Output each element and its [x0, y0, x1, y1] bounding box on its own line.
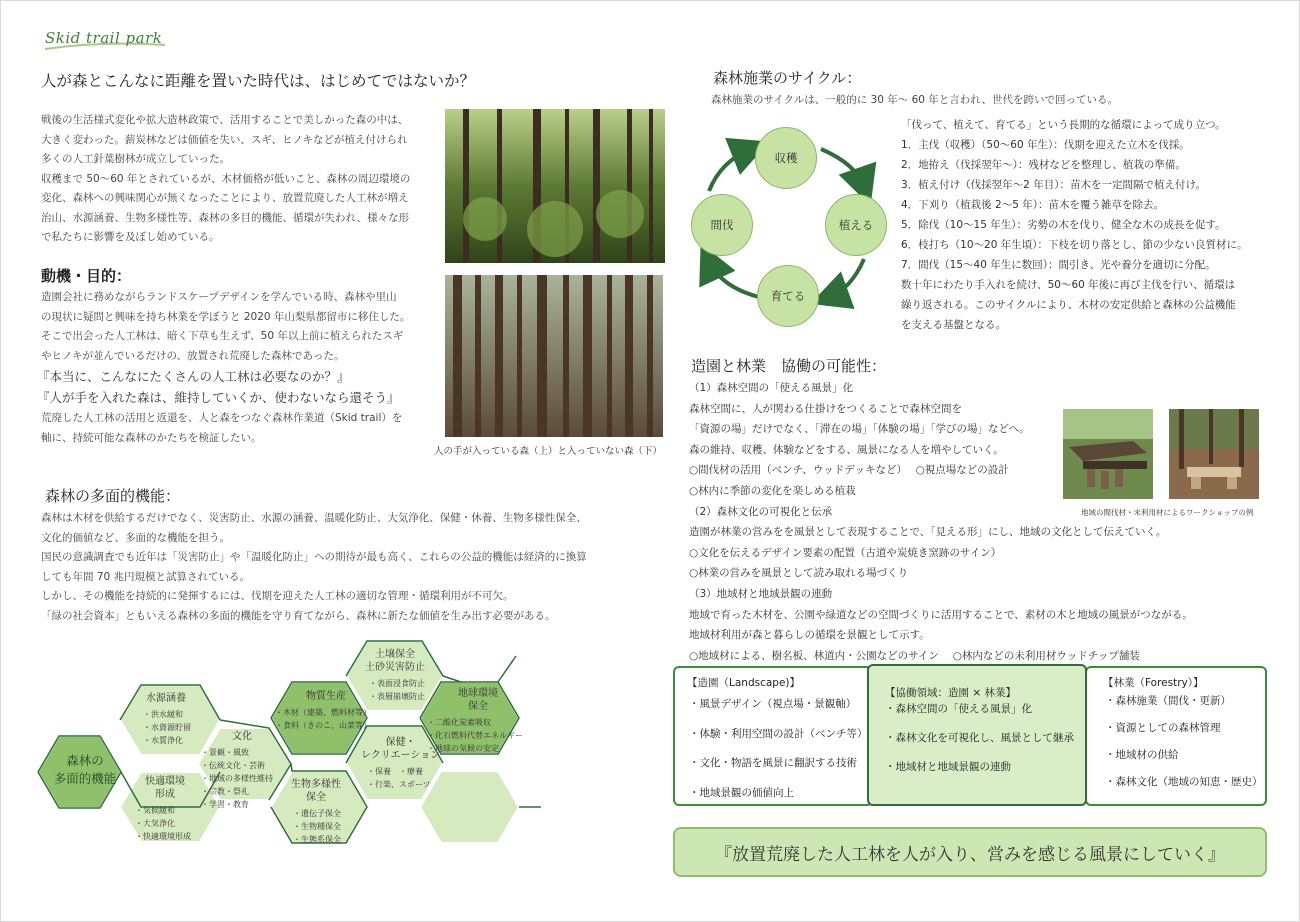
collab-item: ・森林空間の「使える風景」化 — [885, 703, 1032, 715]
hex-water-text — [141, 692, 191, 747]
forestry-item: ・地域材の供給 — [1105, 749, 1179, 761]
hex-culture-item: ・伝統文化・芸術 — [201, 761, 265, 770]
collab-title: 造園と林業 協働の可能性： — [691, 357, 887, 375]
hex-soil-text — [365, 648, 425, 703]
hex-climate-item: ・化石燃料代替エネルギー — [427, 731, 523, 740]
workshop-caption: 地域の間伐材・未利用材によるワークショップの例 — [1081, 508, 1254, 517]
forestry-box-title: 【林業（Forestry）】 — [1103, 677, 1204, 689]
hex-health-title: 保健・ レクリエーション — [361, 737, 441, 761]
collab-line: （2）森林文化の可視化と伝承 — [689, 505, 833, 518]
intro-line: 収穫まで 50〜60 年とされているが、木材価格が低いこと、森林の周辺環境の — [41, 172, 411, 185]
collab-line: 地域材利用が森と暮らしの循環を景観として示す。 — [689, 629, 930, 642]
collab-line: 森の維持、収穫、体験などをする、風景になる人を増やしていく。 — [689, 443, 1004, 456]
logo: Skid trail park — [45, 29, 163, 47]
motive-closing-line: 軸に、持続可能な森林のかたちを検証したい。 — [41, 431, 262, 444]
hex-climate-title: 地球環境 保全 — [458, 688, 498, 712]
forestry-item: ・森林文化（地域の知恵・歴史） — [1105, 776, 1263, 788]
collab-box-items — [885, 695, 1074, 782]
hex-material-item: ・木材（建築、燃料材等） — [275, 708, 371, 717]
forestry-item: ・資源としての森林管理 — [1105, 722, 1221, 734]
motive-line: やヒノキが並んでいるだけの、放置され荒廃した森林であった。 — [41, 349, 345, 362]
hex-culture-title: 文化 — [232, 731, 252, 742]
cycle-step: を支える基盤となる。 — [901, 319, 1006, 331]
collab-line: ○林内に季節の変化を楽しめる植栽 — [689, 484, 856, 497]
forest-photo-managed — [445, 109, 665, 263]
workshop-photo-bench — [1169, 409, 1259, 499]
cycle-step: 7．間伐（15〜40 年生に数回）：間引き、光や養分を適切に分配。 — [901, 259, 1216, 271]
hex-climate-text — [427, 687, 523, 755]
hex-water-item: ・洪水緩和 — [143, 710, 183, 719]
landscape-item: ・地域景観の価値向上 — [689, 786, 794, 799]
hex-comfort-title: 快適環境 形成 — [145, 776, 185, 800]
collab-line: 造園が林業の営みをを風景として表現することで、「見える形」にし、地域の文化として伝えていく。 — [689, 526, 1167, 539]
collab-box-title: 【協働領域：造園 × 林業】 — [885, 687, 1016, 699]
hex-culture-item: ・宗教・祭礼 — [201, 787, 249, 796]
hex-biodiversity-item: ・生態系保全 — [293, 835, 341, 844]
functions-line: 森林は木材を供給するだけでなく、災害防止、水源の涵養、温暖化防止、大気浄化、保健・休養、生物多様性保全、 — [41, 512, 587, 524]
functions-title: 森林の多面的機能： — [45, 487, 181, 505]
hex-biodiversity-text — [291, 778, 341, 846]
motive-line: そこで出会った人工林は、暗く下草も生えず、50 年以上前に植えられたスギ — [41, 330, 404, 342]
functions-line: 文化的価値など、多面的な機能を担う。 — [41, 531, 230, 544]
landscape-box — [673, 666, 873, 806]
hex-soil-title: 土壌保全 土砂災害防止 — [365, 649, 425, 673]
cycle-step: 6．枝打ち（10〜20 年生頃）：下枝を切り落とし、節の少ない良質材に。 — [901, 239, 1248, 251]
collab-box — [867, 664, 1087, 806]
forestry-box-items — [1105, 688, 1263, 796]
hex-comfort-item: ・快適環境形成 — [135, 832, 191, 841]
cycle-node-thinning: 間伐 — [691, 194, 753, 256]
functions-line: 国民の意識調査でも近年は「災害防止」や「温暖化防止」への期待が最も高く、これらの公益的機能は経済的に換算 — [41, 551, 587, 563]
intro-line: 大きく変わった。薪炭林などは価値を失い、スギ、ヒノキなどが植え付けられ — [41, 133, 408, 146]
collab-item: ・地域材と地域景観の連動 — [885, 761, 1011, 773]
hex-center-title: 森林の 多面的機能 — [53, 753, 117, 786]
cycle-title: 森林施業のサイクル： — [713, 69, 862, 87]
hex-biodiversity-item: ・遺伝子保全 — [293, 809, 341, 818]
hex-climate-item: ・二酸化炭素吸収 — [427, 718, 491, 727]
motive-closing-line: 荒廃した人工林の活用と返還を、人と森をつなぐ森林作業道（Skid trail）を — [41, 412, 403, 424]
motive-closing — [41, 409, 402, 448]
hex-health-item: ・行楽、スポーツ — [367, 780, 431, 789]
cycle-step: 3．植え付け（伐採翌年〜2 年目）：苗木を一定間隔で植え付け。 — [901, 179, 1207, 191]
collab-line: ○林業の営みを風景として読み取れる場づくり — [689, 567, 909, 580]
cycle-subtitle: 森林施業のサイクルは、一般的に 30 年〜 60 年と言われ、世代を跨いで回っている。 — [711, 94, 1118, 106]
intro-line: 変化、森林への興味関心が無くなったことにより、放置荒廃した人工林が増え — [41, 192, 409, 204]
forestry-item: ・森林施業（間伐・更新） — [1105, 695, 1231, 707]
motive-quote: 『本当に、こんなにたくさんの人工林は必要なのか？』 — [37, 369, 350, 384]
cycle-steps — [901, 115, 1248, 335]
cycle-step: 1．主伐（収穫）（50〜60 年生）：伐期を迎えた立木を伐採。 — [901, 139, 1190, 151]
landscape-item: ・風景デザイン（視点場・景観軸） — [689, 698, 857, 710]
functions-line: しかし、その機能を持続的に発揮するには、伐期を迎えた人工林の適切な管理・循環利用が不可欠。 — [41, 590, 514, 602]
hex-material-item: ・食料（きのこ、山菜等） — [275, 721, 371, 730]
intro-line: 戦後の生活様式変化や拡大造林政策で、活用することで美しかった森の中は、 — [41, 114, 409, 126]
collab-line: 森林空間に、人が関わる仕掛けをつくることで森林空間を — [689, 402, 962, 415]
landscape-box-title: 【造園（Landscape)】 — [687, 677, 801, 689]
cycle-node-grow: 育てる — [757, 265, 819, 327]
hex-comfort-text — [135, 775, 191, 843]
motive-quote: 『人が手を入れた森は、維持していくか、使わないなら還そう』 — [37, 390, 400, 405]
cycle-step: 数十年にわたり手入れを続け、50〜60 年後に再び主伐を行い、循環は — [901, 279, 1236, 291]
hex-comfort-item: ・大気浄化 — [135, 819, 175, 828]
collab-item: ・森林文化を可視化し、風景として継承 — [885, 732, 1074, 744]
hex-culture-item: ・学習・教育 — [201, 800, 249, 809]
workshop-photo-deck — [1063, 409, 1153, 499]
cycle-node-harvest: 収穫 — [755, 127, 817, 189]
hex-water-title: 水源涵養 — [146, 693, 186, 704]
hex-culture-item: ・地域の多様性維持 — [201, 774, 273, 783]
cycle-step: 4．下刈り（植栽後 2〜5 年）：苗木を覆う雑草を除去。 — [901, 199, 1164, 211]
photo-caption: 人の手が入っている森（上）と入っていない森（下） — [434, 446, 663, 457]
landscape-item: ・文化・物語を風景に翻訳する技術 — [689, 757, 857, 769]
motive-quotes — [37, 366, 400, 408]
landscape-item: ・体験・利用空間の設計（ベンチ等） — [689, 727, 868, 740]
cycle-step: 2．地拵え（伐採翌年〜）：残材などを整理し、植栽の準備。 — [901, 159, 1186, 171]
motive-line: 造園会社に務めながらランドスケープデザインを学んでいる時、森林や里山 — [41, 291, 397, 303]
intro-line: 多くの人工針葉樹林が成立していった。 — [41, 153, 230, 165]
hex-material-title: 物質生産 — [306, 691, 346, 702]
landscape-box-items — [689, 690, 868, 808]
hex-biodiversity-title: 生物多様性 保全 — [291, 779, 341, 803]
hex-material-text — [275, 690, 371, 732]
hex-culture-text — [201, 730, 273, 811]
functions-text — [41, 509, 587, 626]
cycle-step: 5．除伐（10〜15 年生）：劣勢の木を伐り、健全な木の成長を促す。 — [901, 219, 1226, 231]
hex-water-item: ・水資源貯留 — [143, 723, 191, 732]
hex-water-item: ・水質浄化 — [143, 736, 183, 745]
hex-soil-item: ・表層崩壊防止 — [369, 692, 425, 701]
hex-biodiversity-item: ・生物種保全 — [293, 822, 341, 831]
forestry-box — [1085, 666, 1267, 806]
functions-line: 「緑の社会資本」ともいえる森林の多面的機能を守り育てながら、森林に新たな価値を生み出す必要がある。 — [41, 609, 556, 622]
collab-line: ○文化を伝えるデザイン要素の配置（古道や炭焼き窯跡のサイン） — [689, 546, 1002, 559]
hex-culture-item: ・景観・風致 — [201, 748, 249, 757]
collab-line: 「資源の場」だけでなく、「滞在の場」「体験の場」「学びの場」などへ。 — [689, 423, 1030, 436]
collab-line: ○間伐材の活用（ベンチ、ウッドデッキなど） ○視点場などの設計 — [689, 464, 1009, 477]
hex-climate-item: ・地球の気候の安定 — [427, 744, 499, 753]
intro-text — [41, 111, 410, 248]
forest-photo-unmanaged — [445, 275, 663, 437]
motive-title: 動機・目的： — [41, 267, 132, 285]
hex-health-item: ・保養 ・療養 — [367, 767, 423, 776]
intro-line: で私たちに影響を及ぼし始めている。 — [41, 231, 220, 243]
motive-line: の現状に疑問と興味を持ち林業を学ぼうと 2020 年山梨県都留市に移住した。 — [41, 310, 411, 323]
collab-line: （3）地域材と地域景観の連動 — [689, 587, 833, 600]
motive-text — [41, 288, 410, 366]
collab-line: ○地域材による、樹名板、林道内・公園などのサイン ○林内などの未利用材ウッドチップ舗装 — [689, 649, 1140, 662]
intro-title: 人が森とこんなに距離を置いた時代は、はじめてではないか？ — [41, 72, 476, 90]
cycle-node-plant: 植える — [825, 194, 887, 256]
hex-comfort-item: ・気候緩和 — [135, 806, 175, 815]
functions-line: しても年間 70 兆円規模と試算されている。 — [41, 570, 251, 583]
cycle-step: 繰り返される。このサイクルにより、木材の安定供給と森林の公益機能 — [901, 299, 1236, 311]
collab-line: 地域で育った木材を、公園や緑道などの空間づくりに活用することで、素材の木と地域の風景がつながる。 — [689, 608, 1193, 621]
closing-banner: 『放置荒廃した人工林を人が入り、営みを感じる風景にしていく』 — [673, 827, 1267, 877]
intro-line: 治山、水源涵養、生物多様性等、森林の多目的機能、循環が失われ、様々な形 — [41, 211, 410, 224]
hex-soil-item: ・表面浸食防止 — [369, 679, 425, 688]
cycle-step: 「伐って、植えて、育てる」という長期的な循環によって成り立つ。 — [901, 119, 1226, 131]
collab-line: （1）森林空間の「使える風景」化 — [689, 382, 854, 394]
